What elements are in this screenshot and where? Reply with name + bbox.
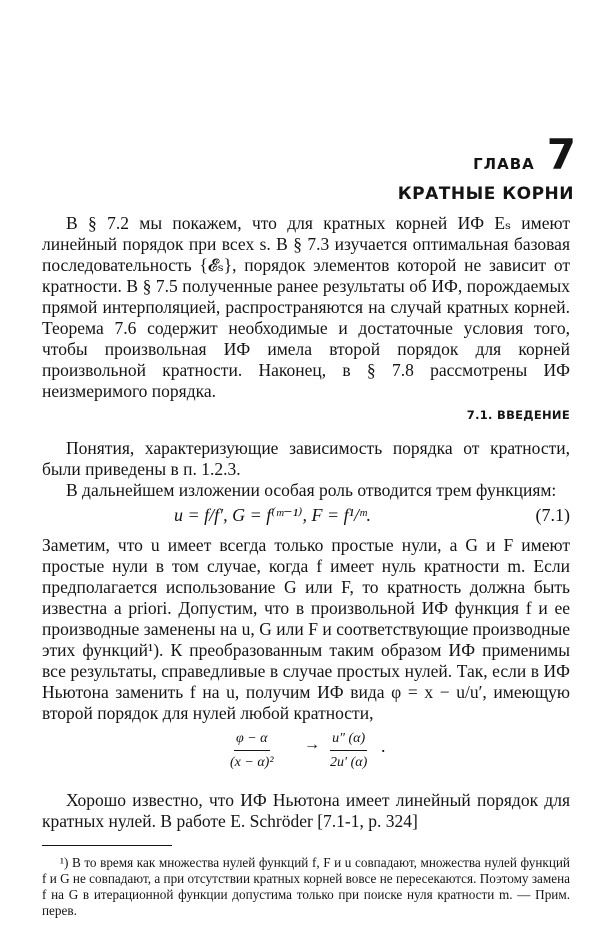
closing-block [42, 790, 570, 832]
intro-paragraph: В § 7.2 мы покажем, что для кратных корней ИФ Eₛ имеют линейный порядок при всех s. В § 7.3 изучается оптимальная базовая последовательность {𝓔ₛ}, порядок элементов которой не зависит от кратности. В § 7.5 полученные ранее результаты об ИФ, порождаемых прямой интерполяцией, распространяются на случай кратных корней. Теорема 7.6 содержит необходимые и достаточные условия того, чтобы произвольная ИФ имела второй порядок для корней произвольной кратности. Наконец, в § 7.8 рассмотрены ИФ неизмеримого порядка. [42, 213, 570, 401]
chapter-title: КРАТНЫЕ КОРНИ [397, 184, 574, 204]
closing-paragraph: Хорошо известно, что ИФ Ньютона имеет линейный порядок для кратных нулей. В работе E. Schröder [7.1-1, p. 324] [42, 790, 570, 831]
section-body [42, 438, 570, 784]
chapter-label [473, 130, 576, 179]
chapter-number: 7 [546, 130, 576, 179]
paragraph-3: Заметим, что u имеет всегда только простые нули, а G и F имеют простые нули в том случае, когда f имеет нуль кратности m. Если предполагается использование G или F, то кратность должна быть известна a priori. Допустим, что в произвольной ИФ функция f и ее производные заменены на u, G или F и соответствующие производные этих функций¹). К преобразованным таким образом ИФ применимы все результаты, справедливые в случае простых нулей. Так, если в ИФ Ньютона заменить f на u, получим ИФ вида φ = x − u/u′, имеющую второй порядок для нулей любой кратности, [42, 535, 570, 723]
paragraph-2: В дальнейшем изложении особая роль отводится трем функциям: [66, 480, 557, 500]
fraction-left-denominator: (x − α)² [230, 755, 274, 770]
fraction-dot: . [381, 736, 386, 756]
chapter-word: ГЛАВА [473, 155, 535, 173]
formula-number: (7.1) [535, 505, 570, 525]
fraction-right-denominator: 2u′ (α) [330, 755, 368, 770]
section-heading: 7.1. ВВЕДЕНИЕ [466, 408, 570, 422]
limit-arrow: → [304, 736, 320, 753]
formula-7-1 [42, 503, 570, 529]
footnote-divider [42, 845, 172, 846]
footnote-text: ¹) В то время как множества нулей функций f, F и u совпадают, множества нулей функций f и G не совпадают, а при отсутствии кратных корней вовсе не пересекаются. Поэтому замена f на G в итерационной функции допустима только при поиске нуля кратности m. — Прим. перев. [42, 855, 570, 918]
paragraph-1: Понятия, характеризующие зависимость порядка от кратности, были приведены в п. 1.2.3. [42, 438, 570, 479]
formula-text: u = f/f′, G = f⁽ᵐ⁻¹⁾, F = f¹/ᵐ. [174, 505, 372, 525]
fraction-right [328, 728, 369, 773]
fraction-left-numerator: φ − α [234, 728, 270, 751]
intro-block [42, 213, 570, 402]
fraction-left [228, 728, 276, 773]
footnote [42, 855, 570, 919]
fraction-right-numerator: u″ (α) [330, 728, 367, 751]
fraction-formula [42, 728, 570, 780]
